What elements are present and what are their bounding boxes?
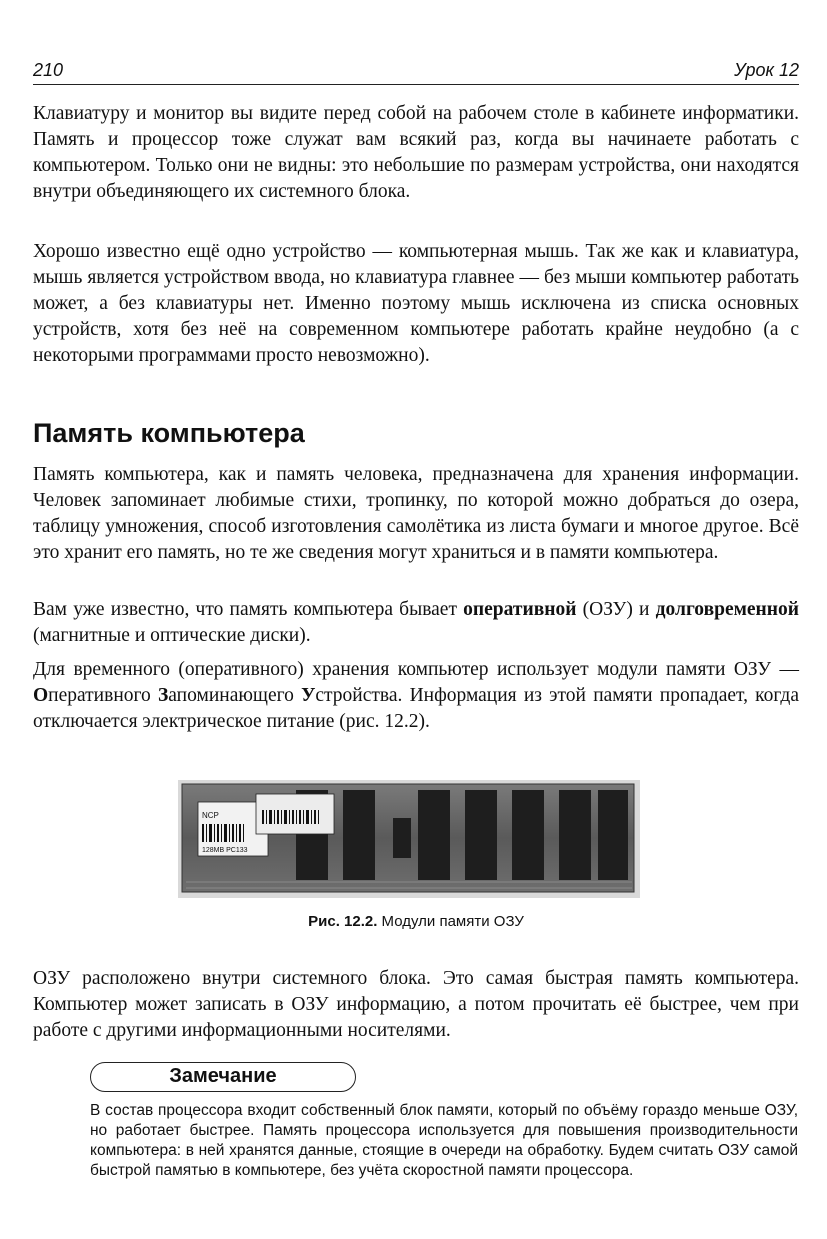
paragraph-memory-types: Вам уже известно, что память компьютера бывает оперативной (ОЗУ) и долговременной (магнитные и оптические диски). <box>33 599 799 646</box>
paragraph-ram-speed: ОЗУ расположено внутри системного блока. Это самая быстрая память компьютера. Компьютер может записать в ОЗУ информацию, а потом прочитать её быстрее, чем при работе с другими информационными носителями. <box>33 968 799 1041</box>
module-label-brand: NCP <box>202 811 219 820</box>
running-header <box>33 58 799 85</box>
page-number: 210 <box>33 60 64 80</box>
module-label-size: 128MB PC133 <box>202 847 248 854</box>
term-operative: оперативной <box>463 599 577 620</box>
term-longterm: долговременной <box>655 599 799 620</box>
paragraph-ram-modules: Для временного (оперативного) хранения компьютер использует модули памяти ОЗУ — Оперативного Запоминающего Устройства. Информация из этой памяти пропадает, когда отключается электрическое питание (рис. 12.2). <box>33 659 799 732</box>
paragraph-memory-purpose: Память компьютера, как и память человека, предназначена для хранения информации. Человек запоминает любимые стихи, тропинку, по которой можно добраться до озера, таблицу умножения, способ изготовления самолётика из листа бумаги и многое другое. Всё это хранит его память, но те же сведения могут храниться и в памяти компьютера. <box>33 464 799 563</box>
ram-module-photo <box>178 780 640 898</box>
section-title: Память компьютера <box>33 418 305 448</box>
note-heading <box>90 1062 356 1092</box>
paragraph-keyboard-monitor: Клавиатуру и монитор вы видите перед собой на рабочем столе в кабинете информатики. Память и процессор тоже служат вам всякий раз, когда вы начинаете работать с компьютером. Только они не видны: это небольшие по размерам устройства, они находятся внутри объединяющего их системного блока. <box>33 103 799 202</box>
figure-number: Рис. 12.2. <box>308 913 378 930</box>
lesson-title: Урок 12 <box>734 60 799 80</box>
note-title: Замечание <box>169 1065 277 1087</box>
figure-caption: Рис. 12.2. Модули памяти ОЗУ <box>308 913 524 930</box>
book-page <box>33 0 799 1239</box>
paragraph-mouse: Хорошо известно ещё одно устройство — компьютерная мышь. Так же как и клавиатура, мышь является устройством ввода, но клавиатура главнее — без мыши компьютер работать может, а без клавиатуры нет. Именно поэтому мышь исключена из списка основных устройств, хотя без неё на современном компьютере работать крайне неудобно (а с некоторыми программами просто невозможно). <box>33 241 799 366</box>
note-text: В состав процессора входит собственный блок памяти, который по объёму гораздо меньше ОЗУ, но работает быстрее. Память процессора используется для повышения производительности компьютера: в ней хранятся данные, стоящие в очереди на обработку. Будем считать ОЗУ самой быстрой памятью в компьютере, без учёта скоростной памяти процессора. <box>90 1102 798 1179</box>
